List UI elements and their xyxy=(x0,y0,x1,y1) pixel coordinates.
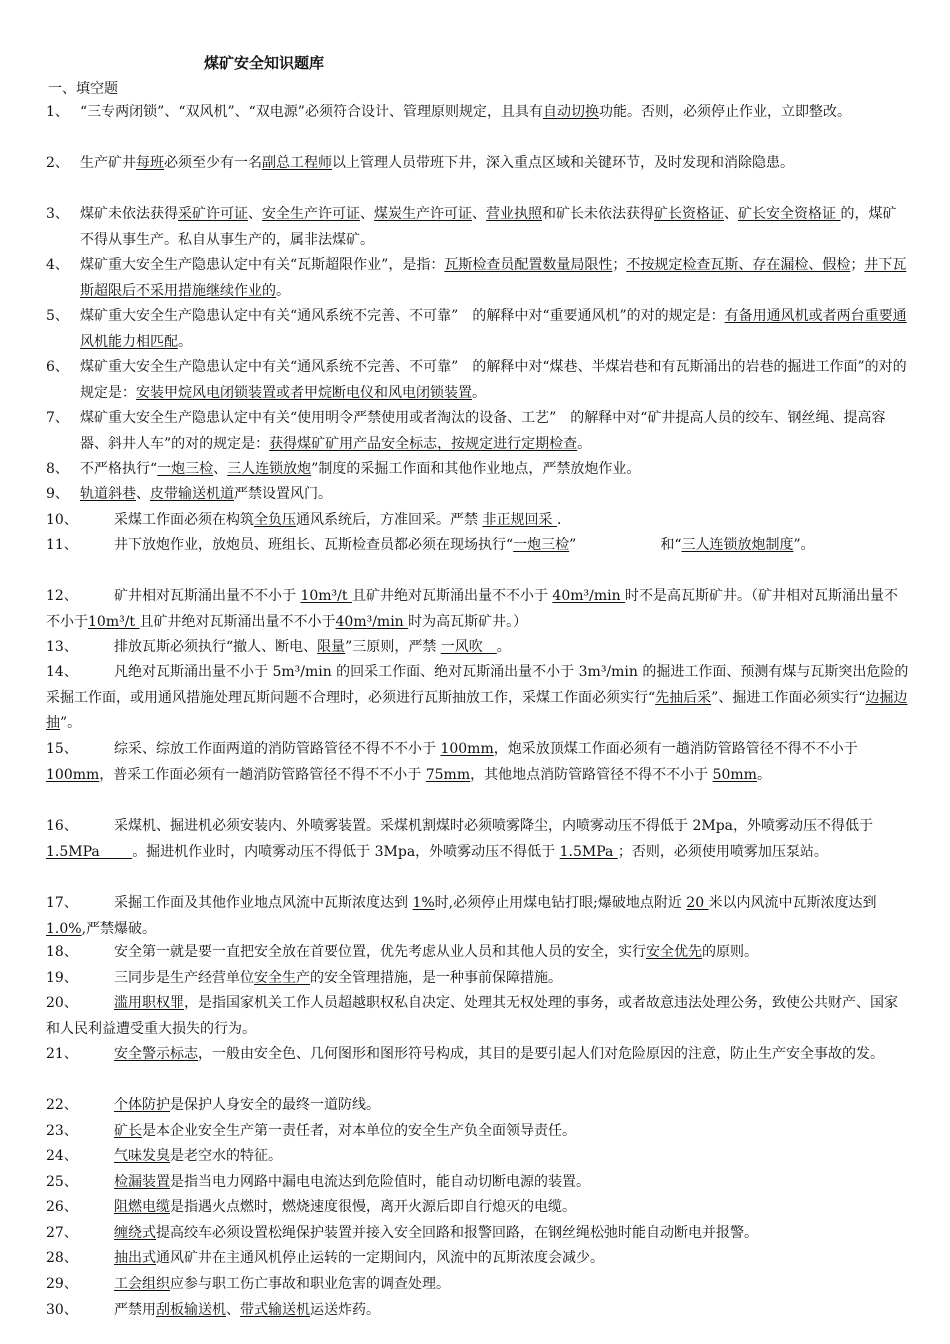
question-number: 19、 xyxy=(46,970,78,986)
question-fragment: 。 xyxy=(756,766,771,783)
question-text xyxy=(46,508,910,534)
question-text xyxy=(80,202,910,253)
question-fragment: . xyxy=(556,512,562,528)
question-fragment: 严禁设置风门。 xyxy=(234,486,332,502)
question-fragment: 、 xyxy=(472,206,486,222)
question-fragment: ，普采工作面必须有一趟消防管路管径不得不不小于 xyxy=(99,766,426,783)
question-fragment: ,严禁爆破。 xyxy=(81,920,157,937)
question-text xyxy=(46,1093,910,1119)
question-text xyxy=(46,1221,910,1247)
question-item xyxy=(46,737,910,788)
answer-blank: 1% xyxy=(412,895,435,911)
question-fragment: 煤矿未依法获得 xyxy=(80,206,178,222)
question-number: 8、 xyxy=(46,461,69,477)
question-item xyxy=(46,482,910,508)
answer-blank: 非正规回采 xyxy=(482,512,557,528)
question-number: 9、 xyxy=(46,486,69,502)
question-text xyxy=(46,533,910,559)
question-text xyxy=(46,1246,910,1272)
question-number: 28、 xyxy=(46,1250,78,1266)
question-item xyxy=(46,202,910,253)
answer-blank: 100mm xyxy=(440,741,494,757)
question-item xyxy=(46,660,910,737)
answer-blank: 1.5MPa xyxy=(559,843,618,860)
question-fragment: 采煤工作面必须在构筑 xyxy=(114,512,254,528)
question-fragment: ；否则，必须使用喷雾加压泵站。 xyxy=(617,843,828,860)
question-item xyxy=(46,584,910,635)
question-fragment: 运送炸药。 xyxy=(310,1302,380,1318)
question-fragment: 。 xyxy=(496,639,511,655)
question-fragment: 通风矿井在主通风机停止运转的一定期间内，风流中的瓦斯浓度会减少。 xyxy=(156,1250,604,1266)
question-fragment: ，炮采放顶煤工作面必须有一趟消防管路管径不得不不小于 xyxy=(493,741,858,757)
answer-blank: 10m³/t xyxy=(88,613,140,630)
answer-blank: 瓦斯检查员配置数量局限性 xyxy=(444,257,613,273)
answer-blank: 不按规定检查瓦斯、存在漏检、假检 xyxy=(626,257,851,273)
answer-blank: 一风吹 xyxy=(440,639,497,655)
question-fragment: 综采、综放工作面两道的消防管路管径不得不不小于 xyxy=(114,741,441,757)
question-item xyxy=(46,1119,910,1145)
question-fragment: ”、掘进工作面必须实行“ xyxy=(711,689,866,706)
question-fragment: 生产矿井 xyxy=(80,155,136,171)
question-number: 23、 xyxy=(46,1123,78,1139)
document-title: 煤矿安全知识题库 xyxy=(204,54,325,72)
question-number: 29、 xyxy=(46,1276,78,1292)
question-number: 30、 xyxy=(46,1302,78,1318)
question-text xyxy=(46,635,910,661)
question-fragment: 的，煤矿不得从事生产。私自从事生产的，属非法煤矿。 xyxy=(80,206,897,248)
answer-blank: 40m³/min xyxy=(335,613,409,630)
question-text xyxy=(46,737,910,788)
question-fragment: 、 xyxy=(213,461,228,477)
question-number: 6、 xyxy=(46,359,69,375)
question-fragment: 井下放炮作业，放炮员、班组长、瓦斯检查员都必须在现场执行“ xyxy=(114,537,514,553)
question-item xyxy=(46,891,910,942)
question-fragment: ，是指国家机关工作人员超越职权私自决定、处理其无权处理的事务，或者故意违法处理公务，致使公共财产、国家和人民利益遭受重大损失的行为。 xyxy=(46,995,898,1037)
answer-blank: 75mm xyxy=(425,766,471,783)
question-fragment: 三同步是生产经营单位 xyxy=(114,970,254,986)
question-fragment: 安全第一就是要一直把安全放在首要位置，优先考虑从业人员和其他人员的安全，实行 xyxy=(114,944,646,960)
question-fragment: 且矿井绝对瓦斯涌出量不不小于 xyxy=(351,588,553,604)
question-fragment: 。 xyxy=(276,282,290,299)
question-number: 5、 xyxy=(46,308,69,324)
question-fragment: 是指遇火点燃时，燃烧速度很慢，离开火源后即自行熄灭的电缆。 xyxy=(170,1199,576,1215)
question-text xyxy=(46,814,910,865)
question-number: 7、 xyxy=(46,410,69,426)
question-fragment: 应参与职工伤亡事故和职业危害的调查处理。 xyxy=(170,1276,450,1292)
question-item xyxy=(46,457,910,483)
question-item xyxy=(46,100,910,126)
answer-blank: 皮带输送机道 xyxy=(150,486,234,502)
question-fragment: 和矿长未依法获得 xyxy=(542,206,654,222)
question-text xyxy=(80,253,910,304)
answer-blank: 三人连锁放炮 xyxy=(227,461,312,477)
question-text xyxy=(46,940,910,966)
question-fragment: 、 xyxy=(136,486,150,502)
answer-blank: 先抽后采 xyxy=(655,689,712,706)
answer-blank: 100mm xyxy=(46,766,100,783)
question-text xyxy=(80,457,910,483)
answer-blank: 带式输送机 xyxy=(240,1302,310,1318)
question-item xyxy=(46,635,910,661)
question-number: 3、 xyxy=(46,206,69,222)
question-item xyxy=(46,406,910,457)
answer-blank: 安全生产 xyxy=(254,970,310,986)
question-number: 25、 xyxy=(46,1174,78,1190)
answer-blank: 检漏装置 xyxy=(114,1174,170,1190)
question-text xyxy=(46,1170,910,1196)
question-text xyxy=(46,1144,910,1170)
question-item xyxy=(46,508,910,534)
question-text xyxy=(80,406,910,457)
question-text xyxy=(46,584,910,635)
answer-blank: 安装甲烷风电闭锁装置或者甲烷断电仪和风电闭锁装置 xyxy=(136,384,472,401)
answer-blank: 工会组织 xyxy=(114,1276,170,1292)
question-number: 22、 xyxy=(46,1097,78,1113)
answer-blank: 自动切换 xyxy=(542,104,599,120)
answer-blank: 营业执照 xyxy=(486,206,542,222)
question-fragment: ，其他地点消防管路管径不得不不小于 xyxy=(470,766,713,783)
answer-blank: 个体防护 xyxy=(114,1097,170,1113)
question-fragment: 时,必须停止用煤电钻打眼;爆破地点附近 xyxy=(434,895,687,911)
question-text xyxy=(80,151,910,177)
question-fragment: 、 xyxy=(226,1302,240,1318)
question-fragment: 煤矿重大安全生产隐患认定中有关“通风系统不完善、不可靠” 的解释中对“重要通风机”的对的规定是： xyxy=(80,308,725,324)
question-text xyxy=(46,1042,910,1068)
question-fragment: ”。 xyxy=(793,537,815,553)
answer-blank: 1.0% xyxy=(46,920,82,937)
question-item xyxy=(46,1144,910,1170)
answer-blank: 10m³/t xyxy=(300,588,352,604)
answer-blank: 全负压 xyxy=(254,512,296,528)
question-item xyxy=(46,1221,910,1247)
question-fragment: 煤矿重大安全生产隐患认定中有关“通风系统不完善、不可靠” 的解释中对“煤巷、半煤岩巷和有瓦斯涌出的岩巷的掘进工作面”的对的规定是： xyxy=(80,359,907,401)
question-item xyxy=(46,304,910,355)
question-fragment: ； xyxy=(850,257,865,273)
answer-blank: 安全优先 xyxy=(646,944,702,960)
question-fragment: 矿井相对瓦斯涌出量不不小于 xyxy=(114,588,301,604)
question-item xyxy=(46,1170,910,1196)
answer-blank: 1.5MPa xyxy=(46,843,133,860)
answer-blank: 40m³/min xyxy=(552,588,626,604)
question-fragment: 。 xyxy=(178,333,192,350)
question-fragment: ，一般由安全色、几何图形和图形符号构成，其目的是要引起人们对危险原因的注意，防止生产安全事故的发。 xyxy=(198,1046,884,1062)
question-fragment: 必须至少有一名 xyxy=(164,155,262,171)
answer-blank: 一炮三检 xyxy=(513,537,570,553)
question-item xyxy=(46,1272,910,1298)
answer-blank: 矿长安全资格证 xyxy=(738,206,841,222)
question-item xyxy=(46,253,910,304)
answer-blank: 三人连锁放炮制度 xyxy=(681,537,794,553)
question-fragment: 。 xyxy=(577,435,592,452)
question-number: 15、 xyxy=(46,741,78,757)
question-number: 24、 xyxy=(46,1148,78,1164)
question-fragment: 。掘进机作业时，内喷雾动压不得低于 3Mpa，外喷雾动压不得低于 xyxy=(132,843,560,860)
question-number: 21、 xyxy=(46,1046,78,1062)
question-fragment: 排放瓦斯必须执行“撤人、断电、 xyxy=(114,639,318,655)
question-item xyxy=(46,940,910,966)
answer-blank: 阻燃电缆 xyxy=(114,1199,170,1215)
answer-blank: 矿长资格证 xyxy=(654,206,724,222)
question-fragment: 。 xyxy=(472,384,486,401)
answer-blank: 煤炭生产许可证 xyxy=(374,206,472,222)
question-item xyxy=(46,1195,910,1221)
question-item xyxy=(46,1246,910,1272)
question-text xyxy=(46,1298,910,1324)
section-heading: 一、填空题 xyxy=(48,81,118,97)
question-item xyxy=(46,533,910,559)
answer-blank: 安全警示标志 xyxy=(114,1046,198,1062)
question-item xyxy=(46,1298,910,1324)
answer-blank: 50mm xyxy=(712,766,757,783)
question-fragment: 功能。否则，必须停止作业，立即整改。 xyxy=(598,104,851,120)
question-fragment: ”。 xyxy=(60,715,82,731)
question-number: 18、 xyxy=(46,944,78,960)
question-fragment: 米以内风流中瓦斯浓度达到 xyxy=(708,895,877,911)
question-item xyxy=(46,1042,910,1068)
answer-blank: 一炮三检 xyxy=(157,461,214,477)
question-text xyxy=(80,100,910,126)
question-fragment: 不严格执行“ xyxy=(80,461,158,477)
answer-blank: 滥用职权罪 xyxy=(114,995,184,1011)
question-fragment: 凡绝对瓦斯涌出量不小于 5m³/min 的回采工作面、绝对瓦斯涌出量不小于 3m³/min 的掘进工作面、预测有煤与瓦斯突出危险的采掘工作面，或用通风措施处理瓦斯问题不合理时，必须进行瓦斯抽放工作，采煤工作面必须实行“ xyxy=(46,664,909,706)
answer-blank: 刮板输送机 xyxy=(156,1302,226,1318)
answer-blank: 20 xyxy=(686,895,709,911)
question-text xyxy=(46,891,910,942)
answer-blank: 有备用通风机或者两台重要通风机能力相匹配 xyxy=(80,308,907,350)
question-number: 4、 xyxy=(46,257,69,273)
question-number: 26、 xyxy=(46,1199,78,1215)
question-fragment: 严禁用 xyxy=(114,1302,156,1318)
question-text xyxy=(46,991,910,1042)
question-fragment: 煤矿重大安全生产隐患认定中有关“瓦斯超限作业”，是指： xyxy=(80,257,445,273)
question-fragment: 是本企业安全生产第一责任者，对本单位的安全生产负全面领导责任。 xyxy=(142,1123,576,1139)
question-fragment: 通风系统后，方准回采。严禁 xyxy=(296,512,483,528)
question-fragment: 且矿井绝对瓦斯涌出量不不小于 xyxy=(139,613,336,630)
question-item xyxy=(46,151,910,177)
question-fragment: ”三原则，严禁 xyxy=(345,639,441,655)
question-fragment: 时为高瓦斯矿井。） xyxy=(408,613,528,630)
question-fragment: 是老空水的特征。 xyxy=(170,1148,282,1164)
question-fragment: 、 xyxy=(724,206,738,222)
question-number: 10、 xyxy=(46,512,78,528)
question-number: 27、 xyxy=(46,1225,78,1241)
answer-blank: 气味发臭 xyxy=(114,1148,170,1164)
question-text xyxy=(80,482,910,508)
answer-blank: 采矿许可证 xyxy=(178,206,248,222)
answer-blank: 边掘边抽 xyxy=(46,689,908,731)
question-fragment: 提高绞车必须设置松绳保护装置并接入安全回路和报警回路，在钢丝绳松弛时能自动断电并报警。 xyxy=(156,1225,758,1241)
question-number: 11、 xyxy=(46,537,78,553)
question-fragment: “三专两闭锁”、“双风机”、“双电源”必须符合设计、管理原则规定，且具有 xyxy=(80,104,543,120)
question-item xyxy=(46,1093,910,1119)
answer-blank: 限量 xyxy=(317,639,346,655)
answer-blank: 安全生产许可证 xyxy=(262,206,360,222)
question-fragment: 是保护人身安全的最终一道防线。 xyxy=(170,1097,380,1113)
answer-blank: 获得煤矿矿用产品安全标志，按规定进行定期检查 xyxy=(269,435,578,452)
answer-blank: 缠绕式 xyxy=(114,1225,156,1241)
answer-blank: 井下瓦斯超限后不采用措施继续作业的 xyxy=(80,257,907,299)
question-number: 2、 xyxy=(46,155,69,171)
question-text xyxy=(46,966,910,992)
question-item xyxy=(46,814,910,865)
question-fragment: ”制度的采掘工作面和其他作业地点，严禁放炮作业。 xyxy=(311,461,641,477)
question-number: 20、 xyxy=(46,995,78,1011)
question-fragment: 、 xyxy=(360,206,374,222)
question-item xyxy=(46,991,910,1042)
question-fragment: 采煤机、掘进机必须安装内、外喷雾装置。采煤机割煤时必须喷雾降尘，内喷雾动压不得低于 2Mpa，外喷雾动压不得低于 xyxy=(114,818,873,834)
question-fragment: 、 xyxy=(248,206,262,222)
answer-blank: 每班 xyxy=(136,155,164,171)
question-fragment: 的原则。 xyxy=(702,944,758,960)
question-text xyxy=(46,660,910,737)
question-fragment: 采掘工作面及其他作业地点风流中瓦斯浓度达到 xyxy=(114,895,413,911)
question-text xyxy=(46,1195,910,1221)
answer-blank: 副总工程师 xyxy=(262,155,332,171)
question-fragment: 的安全管理措施，是一种事前保障措施。 xyxy=(310,970,562,986)
question-fragment: 时不是高瓦斯矿井。（矿井相对瓦斯涌出量不不小于 xyxy=(46,588,899,630)
question-text xyxy=(46,1272,910,1298)
answer-blank: 轨道斜巷 xyxy=(80,486,136,502)
question-text xyxy=(46,1119,910,1145)
question-number: 17、 xyxy=(46,895,78,911)
question-number: 13、 xyxy=(46,639,78,655)
question-fragment: ； xyxy=(612,257,627,273)
question-number: 16、 xyxy=(46,818,78,834)
question-number: 12、 xyxy=(46,588,78,604)
question-item xyxy=(46,966,910,992)
question-number: 1、 xyxy=(46,104,69,120)
question-fragment: 是指当电力网路中漏电电流达到危险值时，能自动切断电源的装置。 xyxy=(170,1174,590,1190)
question-number: 14、 xyxy=(46,664,78,680)
answer-blank: 抽出式 xyxy=(114,1250,156,1266)
answer-blank: 矿长 xyxy=(114,1123,142,1139)
question-fragment: 煤矿重大安全生产隐患认定中有关“使用明令严禁使用或者淘汰的设备、工艺” 的解释中对“矿井提高人员的绞车、钢丝绳、提高容器、斜井人车”的对的规定是： xyxy=(80,410,886,452)
question-text xyxy=(80,355,910,406)
question-fragment: ” 和“ xyxy=(569,537,682,553)
question-item xyxy=(46,355,910,406)
question-text xyxy=(80,304,910,355)
question-fragment: 以上管理人员带班下井，深入重点区域和关键环节，及时发现和消除隐患。 xyxy=(332,155,794,171)
